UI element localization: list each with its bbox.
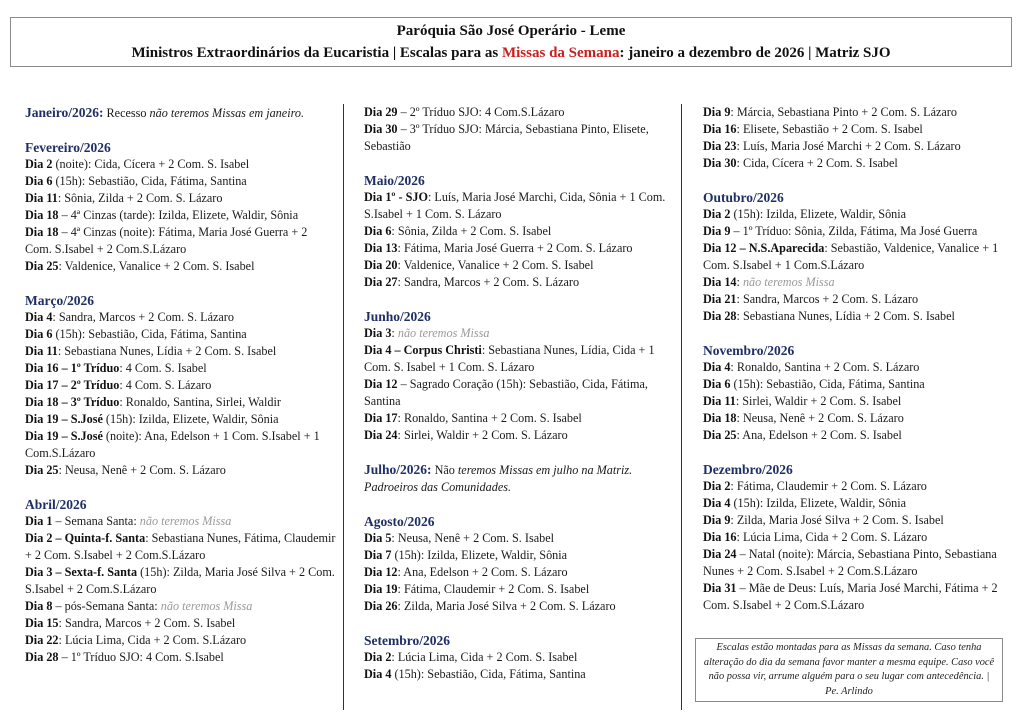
entry-day: Dia 16 – 1º Tríduo	[25, 361, 120, 375]
entry-day: Dia 15	[25, 616, 59, 630]
schedule-entry	[25, 394, 337, 411]
column-divider	[343, 104, 344, 710]
entry-ministers: (noite): Cida, Cícera + 2 Com. S. Isabel	[52, 157, 250, 171]
schedule-entry	[703, 427, 1015, 444]
entry-day: Dia 2	[703, 207, 731, 221]
subtitle-part1: Ministros Extraordinários da Eucaristia | Escalas para as	[131, 45, 502, 61]
schedule-entry	[703, 410, 1015, 427]
schedule-entry	[25, 513, 337, 530]
schedule-entry	[703, 155, 1015, 172]
schedule-entry	[703, 393, 1015, 410]
subtitle-part2: : janeiro a dezembro de 2026 | Matriz SJO	[619, 45, 891, 61]
entry-ministers: – 1º Tríduo: Sônia, Zilda, Fátima, Ma José Guerra	[730, 224, 978, 238]
schedule-entry	[703, 121, 1015, 138]
entry-ministers: : Zilda, Maria José Silva + 2 Com. S. Lázaro	[397, 599, 616, 613]
schedule-entry	[25, 326, 337, 343]
schedule-entry	[703, 359, 1015, 376]
schedule-entry	[364, 666, 674, 683]
no-mass-note: não teremos Missa	[397, 326, 490, 340]
entry-ministers: : Luís, Maria José Marchi + 2 Com. S. Lázaro	[736, 139, 961, 153]
entry-day: Dia 31	[703, 581, 737, 595]
entry-day: Dia 17 – 2º Tríduo	[25, 378, 120, 392]
schedule-entry	[364, 342, 674, 376]
schedule-entry	[364, 581, 674, 598]
entry-ministers: : Cida, Cícera + 2 Com. S. Isabel	[736, 156, 898, 170]
entry-ministers: : Sebastiana Nunes, Lídia + 2 Com. S. Isabel	[736, 309, 955, 323]
schedule-entry	[25, 649, 337, 666]
entry-day: Dia 30	[703, 156, 737, 170]
entry-ministers: – 3º Tríduo SJO: Márcia, Sebastiana Pinto, Elisete, Sebastião	[364, 122, 649, 153]
entry-day: Dia 28	[25, 650, 59, 664]
entry-day: Dia 25	[703, 428, 737, 442]
entry-ministers: : Sebastião, Valdenice, Vanalice + 1 Com. S.Isabel + 1 Com.S.Lázaro	[703, 241, 999, 272]
entry-day: Dia 11	[25, 344, 58, 358]
entry-ministers: :	[391, 326, 398, 340]
month-title: Janeiro/2026:	[25, 105, 104, 120]
schedule-entry	[25, 343, 337, 360]
document-subtitle	[11, 43, 1011, 63]
month-title: Dezembro/2026	[703, 462, 793, 477]
schedule-entry	[25, 615, 337, 632]
schedule-entry	[703, 376, 1015, 393]
entry-ministers: : Neusa, Nenê + 2 Com. S. Lázaro	[58, 463, 226, 477]
document-header	[10, 17, 1012, 67]
entry-day: Dia 1	[25, 514, 53, 528]
schedule-entry	[703, 274, 1015, 291]
schedule-entry	[703, 308, 1015, 325]
entry-ministers: – Semana Santa:	[52, 514, 140, 528]
schedule-entry	[703, 291, 1015, 308]
entry-ministers: – Natal (noite): Márcia, Sebastiana Pinto, Sebastiana Nunes + 2 Com. S.Isabel + 2 Com.S.Lázaro	[703, 547, 997, 578]
month-outubro	[703, 189, 1015, 325]
column-1	[25, 104, 337, 683]
month-title: Abril/2026	[25, 497, 87, 512]
entry-ministers: (noite): Ana, Edelson + 1 Com. S.Isabel + 1 Com.S.Lázaro	[25, 429, 320, 460]
entry-ministers: : Sirlei, Waldir + 2 Com. S. Isabel	[735, 394, 902, 408]
schedule-entry	[25, 632, 337, 649]
schedule-entry	[703, 478, 1015, 495]
entry-day: Dia 25	[25, 463, 59, 477]
entry-day: Dia 13	[364, 241, 398, 255]
entry-ministers: : Neusa, Nenê + 2 Com. S. Isabel	[391, 531, 554, 545]
entry-ministers: : Ronaldo, Santina, Sirlei, Waldir	[119, 395, 281, 409]
note-box	[695, 638, 1003, 702]
schedule-entry	[703, 512, 1015, 529]
entry-ministers: (15h): Sebastião, Cida, Fátima, Santina	[730, 377, 925, 391]
schedule-entry	[25, 258, 337, 275]
entry-ministers: : Fátima, Maria José Guerra + 2 Com. S. Lázaro	[397, 241, 633, 255]
entry-ministers: – Sagrado Coração (15h): Sebastião, Cida, Fátima, Santina	[364, 377, 648, 408]
entry-day: Dia 4	[25, 310, 53, 324]
entry-ministers: – 2º Tríduo SJO: 4 Com.S.Lázaro	[397, 105, 565, 119]
entry-day: Dia 24	[364, 428, 398, 442]
month-setembro-continued	[703, 104, 1015, 172]
schedule-entry	[364, 530, 674, 547]
schedule-entry	[25, 224, 337, 258]
entry-ministers: (15h): Izilda, Elizete, Waldir, Sônia	[102, 412, 279, 426]
entry-ministers: : Lúcia Lima, Cida + 2 Com. S.Lázaro	[58, 633, 247, 647]
entry-day: Dia 6	[364, 224, 392, 238]
schedule-entry	[364, 410, 674, 427]
entry-day: Dia 30	[364, 122, 398, 136]
entry-ministers: (15h): Sebastião, Cida, Fátima, Santina	[391, 667, 586, 681]
schedule-entry	[25, 173, 337, 190]
entry-ministers: – Mãe de Deus: Luís, Maria José Marchi, Fátima + 2 Com. S.Isabel + 2 Com.S.Lázaro	[703, 581, 998, 612]
schedule-entry	[703, 104, 1015, 121]
column-3	[703, 104, 1015, 631]
entry-ministers: (15h): Izilda, Elizete, Waldir, Sônia	[391, 548, 568, 562]
entry-day: Dia 19	[364, 582, 398, 596]
month-title: Agosto/2026	[364, 514, 435, 529]
entry-day: Dia 2 – Quinta-f. Santa	[25, 531, 146, 545]
entry-ministers: : Ronaldo, Santina + 2 Com. S. Lázaro	[730, 360, 920, 374]
entry-ministers: : Sirlei, Waldir + 2 Com. S. Lázaro	[397, 428, 568, 442]
entry-ministers: : Ana, Edelson + 2 Com. S. Isabel	[736, 428, 902, 442]
entry-day: Dia 3	[364, 326, 392, 340]
entry-day: Dia 2	[25, 157, 53, 171]
schedule-entry	[703, 138, 1015, 155]
entry-day: Dia 6	[703, 377, 731, 391]
entry-ministers: : Sônia, Zilda + 2 Com. S. Isabel	[391, 224, 552, 238]
entry-day: Dia 8	[25, 599, 53, 613]
schedule-entry	[364, 598, 674, 615]
entry-day: Dia 2	[364, 650, 392, 664]
entry-ministers: : Márcia, Sebastiana Pinto + 2 Com. S. Lázaro	[730, 105, 957, 119]
month-julho	[364, 461, 674, 496]
schedule-entry	[703, 240, 1015, 274]
entry-ministers: : Sandra, Marcos + 2 Com. S. Isabel	[58, 616, 236, 630]
entry-day: Dia 17	[364, 411, 398, 425]
schedule-entry	[25, 530, 337, 564]
entry-day: Dia 12 – N.S.Aparecida	[703, 241, 825, 255]
subtitle-highlight: Missas da Semana	[501, 45, 620, 61]
schedule-entry	[364, 427, 674, 444]
entry-ministers: – 4ª Cinzas (noite): Fátima, Maria José Guerra + 2 Com. S.Isabel + 2 Com.S.Lázaro	[25, 225, 308, 256]
entry-day: Dia 4	[364, 667, 392, 681]
entry-day: Dia 24	[703, 547, 737, 561]
entry-ministers: : Zilda, Maria José Silva + 2 Com. S. Isabel	[730, 513, 944, 527]
entry-day: Dia 6	[25, 174, 53, 188]
schedule-entry	[25, 207, 337, 224]
entry-day: Dia 9	[703, 513, 731, 527]
entry-ministers: : Sebastiana Nunes, Lídia, Cida + 1 Com. S. Isabel + 1 Com. S. Lázaro	[364, 343, 655, 374]
schedule-entry	[364, 564, 674, 581]
schedule-entry	[25, 377, 337, 394]
entry-day: Dia 12	[364, 377, 398, 391]
entry-day: Dia 18	[25, 208, 59, 222]
note-text: Escalas estão montadas para as Missas da semana. Caso tenha alteração do dia da semana favor manter a mesma equipe. Caso você não possa vir, arrume alguém para o seu lugar com antecedência. | Pe. Arlindo	[703, 642, 995, 697]
entry-day: Dia 7	[364, 548, 392, 562]
schedule-entry	[703, 495, 1015, 512]
entry-ministers: : Ana, Edelson + 2 Com. S. Lázaro	[397, 565, 568, 579]
schedule-entry	[25, 360, 337, 377]
month-janeiro	[25, 104, 337, 122]
month-dezembro	[703, 461, 1015, 614]
entry-day: Dia 4 – Corpus Christi	[364, 343, 482, 357]
entry-day: Dia 22	[25, 633, 59, 647]
month-title: Fevereiro/2026	[25, 140, 111, 155]
entry-day: Dia 19 – S.José	[25, 412, 103, 426]
month-title: Novembro/2026	[703, 343, 795, 358]
entry-day: Dia 3 – Sexta-f. Santa	[25, 565, 138, 579]
entry-day: Dia 23	[703, 139, 737, 153]
parish-title: Paróquia São José Operário - Leme	[396, 23, 626, 39]
month-fevereiro	[25, 139, 337, 275]
entry-ministers: (15h): Izilda, Elizete, Waldir, Sônia	[730, 207, 907, 221]
july-italic: teremos Missas em julho na Matriz. Padroeiros das Comunidades.	[364, 463, 633, 494]
entry-ministers: : Sandra, Marcos + 2 Com. S. Lázaro	[397, 275, 580, 289]
entry-ministers: : Elisete, Sebastião + 2 Com. S. Isabel	[736, 122, 923, 136]
entry-ministers: – pós-Semana Santa:	[52, 599, 161, 613]
month-title: Julho/2026:	[364, 462, 432, 477]
column-divider	[681, 104, 682, 710]
entry-day: Dia 11	[25, 191, 58, 205]
month-agosto	[364, 513, 674, 615]
entry-day: Dia 16	[703, 530, 737, 544]
entry-ministers: : Sandra, Marcos + 2 Com. S. Lázaro	[736, 292, 919, 306]
month-marco	[25, 292, 337, 479]
entry-ministers: : 4 Com. S. Isabel	[119, 361, 207, 375]
entry-day: Dia 14	[703, 275, 737, 289]
entry-ministers: – 1º Tríduo SJO: 4 Com. S.Isabel	[58, 650, 224, 664]
schedule-entry	[364, 240, 674, 257]
entry-ministers: : Lúcia Lima, Cida + 2 Com. S. Isabel	[391, 650, 578, 664]
schedule-entry	[364, 189, 674, 223]
schedule-entry	[25, 156, 337, 173]
entry-ministers: : Luís, Maria José Marchi, Cida, Sônia + 1 Com. S.Isabel + 1 Com. S. Lázaro	[364, 190, 666, 221]
schedule-entry	[25, 428, 337, 462]
schedule-entry	[364, 121, 674, 155]
month-title: Março/2026	[25, 293, 94, 308]
month-setembro	[364, 632, 674, 683]
entry-day: Dia 1º - SJO	[364, 190, 428, 204]
entry-ministers: : Sebastiana Nunes, Lídia + 2 Com. S. Isabel	[57, 344, 277, 358]
schedule-entry	[364, 223, 674, 240]
entry-day: Dia 26	[364, 599, 398, 613]
entry-ministers: : Sônia, Zilda + 2 Com. S. Lázaro	[57, 191, 223, 205]
column-2	[364, 104, 674, 700]
entry-ministers: :	[736, 275, 743, 289]
entry-day: Dia 18 – 3º Tríduo	[25, 395, 120, 409]
entry-day: Dia 21	[703, 292, 737, 306]
entry-day: Dia 11	[703, 394, 736, 408]
entry-day: Dia 28	[703, 309, 737, 323]
entry-ministers: : Ronaldo, Santina + 2 Com. S. Isabel	[397, 411, 582, 425]
schedule-entry	[25, 309, 337, 326]
january-text: Recesso	[103, 106, 150, 120]
january-italic: não teremos Missas em janeiro.	[149, 106, 305, 120]
schedule-entry	[25, 190, 337, 207]
no-mass-note: não teremos Missa	[160, 599, 253, 613]
entry-day: Dia 25	[25, 259, 59, 273]
entry-day: Dia 19 – S.José	[25, 429, 103, 443]
schedule-entry	[703, 223, 1015, 240]
entry-day: Dia 20	[364, 258, 398, 272]
schedule-entry	[25, 462, 337, 479]
entry-day: Dia 16	[703, 122, 737, 136]
schedule-entry	[364, 649, 674, 666]
entry-day: Dia 4	[703, 360, 731, 374]
schedule-entry	[25, 411, 337, 428]
entry-ministers: : Fátima, Claudemir + 2 Com. S. Lázaro	[730, 479, 927, 493]
month-title: Maio/2026	[364, 173, 425, 188]
schedule-entry	[25, 564, 337, 598]
month-abril	[25, 496, 337, 666]
schedule-entry	[25, 598, 337, 615]
schedule-entry	[703, 206, 1015, 223]
entry-ministers: : Neusa, Nenê + 2 Com. S. Lázaro	[736, 411, 904, 425]
entry-ministers: : 4 Com. S. Lázaro	[119, 378, 212, 392]
schedule-entry	[364, 274, 674, 291]
entry-ministers: : Sandra, Marcos + 2 Com. S. Lázaro	[52, 310, 234, 324]
schedule-entry	[364, 547, 674, 564]
month-novembro	[703, 342, 1015, 444]
entry-ministers: (15h): Izilda, Elizete, Waldir, Sônia	[730, 496, 907, 510]
entry-day: Dia 9	[703, 105, 731, 119]
entry-day: Dia 18	[25, 225, 59, 239]
schedule-entry	[364, 257, 674, 274]
entry-day: Dia 9	[703, 224, 731, 238]
no-mass-note: não teremos Missa	[742, 275, 835, 289]
entry-day: Dia 27	[364, 275, 398, 289]
month-title: Outubro/2026	[703, 190, 784, 205]
entry-ministers: (15h): Sebastião, Cida, Fátima, Santina	[52, 174, 247, 188]
entry-ministers: : Lúcia Lima, Cida + 2 Com. S. Lázaro	[736, 530, 928, 544]
month-title: Junho/2026	[364, 309, 431, 324]
schedule-entry	[364, 325, 674, 342]
entry-day: Dia 5	[364, 531, 392, 545]
schedule-entry	[703, 529, 1015, 546]
no-mass-note: não teremos Missa	[139, 514, 232, 528]
entry-ministers: (15h): Zilda, Maria José Silva + 2 Com. S.Isabel + 2 Com.S.Lázaro	[25, 565, 335, 596]
entry-ministers: : Valdenice, Vanalice + 2 Com. S. Isabel	[58, 259, 255, 273]
entry-day: Dia 6	[25, 327, 53, 341]
entry-ministers: : Fátima, Claudemir + 2 Com. S. Isabel	[397, 582, 590, 596]
entry-day: Dia 12	[364, 565, 398, 579]
entry-ministers: : Sebastiana Nunes, Fátima, Claudemir + 2 Com. S.Isabel + 2 Com.S.Lázaro	[25, 531, 336, 562]
month-junho	[364, 308, 674, 444]
schedule-entry	[364, 376, 674, 410]
entry-day: Dia 4	[703, 496, 731, 510]
month-abril-continued	[364, 104, 674, 155]
entry-ministers: – 4ª Cinzas (tarde): Izilda, Elizete, Waldir, Sônia	[58, 208, 299, 222]
entry-ministers: : Valdenice, Vanalice + 2 Com. S. Isabel	[397, 258, 594, 272]
schedule-entry	[364, 104, 674, 121]
schedule-entry	[703, 580, 1015, 614]
entry-day: Dia 18	[703, 411, 737, 425]
month-maio	[364, 172, 674, 291]
july-text: Não	[431, 463, 458, 477]
entry-day: Dia 29	[364, 105, 398, 119]
month-title: Setembro/2026	[364, 633, 450, 648]
schedule-entry	[703, 546, 1015, 580]
entry-ministers: (15h): Sebastião, Cida, Fátima, Santina	[52, 327, 247, 341]
entry-day: Dia 2	[703, 479, 731, 493]
